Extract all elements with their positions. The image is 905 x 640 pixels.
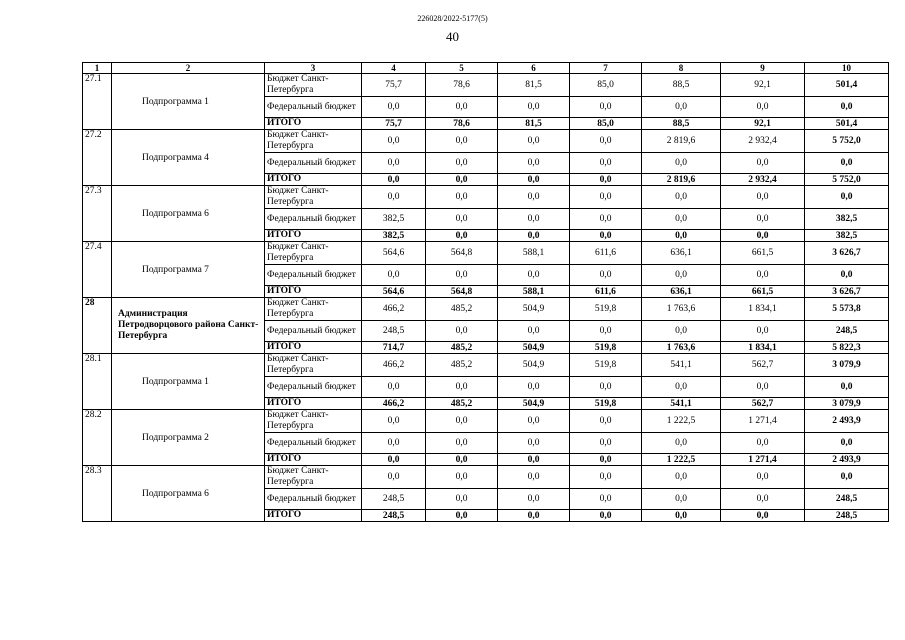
value-cell: 0,0	[642, 209, 721, 230]
value-cell: 75,7	[362, 118, 426, 130]
funding-source: Бюджет Санкт-Петербурга	[265, 242, 362, 265]
table-row	[83, 242, 889, 265]
value-cell: 0,0	[642, 186, 721, 209]
value-cell: 562,7	[721, 354, 805, 377]
program-name: Подпрограмма 6	[112, 186, 265, 242]
value-cell: 248,5	[362, 489, 426, 510]
value-cell: 562,7	[721, 398, 805, 410]
row-code: 28.3	[83, 466, 112, 522]
value-cell: 0,0	[570, 186, 642, 209]
value-cell: 5 573,8	[805, 298, 889, 321]
value-cell: 78,6	[426, 118, 498, 130]
value-cell: 78,6	[426, 74, 498, 97]
value-cell: 0,0	[642, 377, 721, 398]
value-cell: 0,0	[642, 510, 721, 522]
value-cell: 0,0	[721, 321, 805, 342]
value-cell: 0,0	[362, 97, 426, 118]
funding-source: Федеральный бюджет	[265, 489, 362, 510]
value-cell: 0,0	[362, 410, 426, 433]
row-code: 28.2	[83, 410, 112, 466]
value-cell: 81,5	[498, 118, 570, 130]
budget-table	[82, 62, 889, 522]
value-cell: 0,0	[805, 97, 889, 118]
value-cell: 588,1	[498, 242, 570, 265]
value-cell: 3 626,7	[805, 242, 889, 265]
value-cell: 0,0	[805, 377, 889, 398]
value-cell: 0,0	[498, 130, 570, 153]
value-cell: 0,0	[498, 377, 570, 398]
funding-source: Бюджет Санкт-Петербурга	[265, 130, 362, 153]
column-header-3: 3	[265, 63, 362, 74]
value-cell: 1 222,5	[642, 410, 721, 433]
value-cell: 0,0	[426, 130, 498, 153]
value-cell: 0,0	[721, 230, 805, 242]
value-cell: 485,2	[426, 354, 498, 377]
row-code: 28	[83, 298, 112, 354]
column-header-7: 7	[570, 63, 642, 74]
value-cell: 661,5	[721, 286, 805, 298]
value-cell: 382,5	[805, 209, 889, 230]
value-cell: 81,5	[498, 74, 570, 97]
value-cell: 0,0	[498, 230, 570, 242]
value-cell: 0,0	[362, 130, 426, 153]
funding-source: Федеральный бюджет	[265, 209, 362, 230]
value-cell: 1 763,6	[642, 342, 721, 354]
value-cell: 519,8	[570, 398, 642, 410]
value-cell: 0,0	[498, 466, 570, 489]
value-cell: 92,1	[721, 74, 805, 97]
value-cell: 0,0	[642, 489, 721, 510]
funding-source: Федеральный бюджет	[265, 321, 362, 342]
program-name: Подпрограмма 1	[112, 354, 265, 410]
value-cell: 0,0	[721, 209, 805, 230]
value-cell: 0,0	[362, 454, 426, 466]
value-cell: 92,1	[721, 118, 805, 130]
value-cell: 382,5	[362, 209, 426, 230]
value-cell: 0,0	[498, 433, 570, 454]
value-cell: 3 079,9	[805, 398, 889, 410]
value-cell: 0,0	[570, 230, 642, 242]
row-code: 28.1	[83, 354, 112, 410]
program-name: Подпрограмма 7	[112, 242, 265, 298]
value-cell: 501,4	[805, 118, 889, 130]
value-cell: 564,6	[362, 242, 426, 265]
value-cell: 0,0	[570, 97, 642, 118]
value-cell: 485,2	[426, 398, 498, 410]
value-cell: 1 834,1	[721, 298, 805, 321]
value-cell: 0,0	[570, 321, 642, 342]
value-cell: 2 932,4	[721, 130, 805, 153]
value-cell: 1 271,4	[721, 454, 805, 466]
column-header-6: 6	[498, 63, 570, 74]
value-cell: 0,0	[426, 321, 498, 342]
value-cell: 0,0	[570, 466, 642, 489]
value-cell: 0,0	[721, 97, 805, 118]
funding-source: Бюджет Санкт-Петербурга	[265, 298, 362, 321]
value-cell: 714,7	[362, 342, 426, 354]
value-cell: 0,0	[642, 265, 721, 286]
value-cell: 5 752,0	[805, 130, 889, 153]
value-cell: 0,0	[426, 153, 498, 174]
table-row	[83, 186, 889, 209]
value-cell: 2 819,6	[642, 174, 721, 186]
column-header-8: 8	[642, 63, 721, 74]
value-cell: 0,0	[498, 153, 570, 174]
value-cell: 0,0	[642, 153, 721, 174]
value-cell: 0,0	[362, 433, 426, 454]
column-header-10: 10	[805, 63, 889, 74]
value-cell: 0,0	[498, 186, 570, 209]
value-cell: 0,0	[498, 410, 570, 433]
value-cell: 0,0	[426, 433, 498, 454]
table-row	[83, 130, 889, 153]
value-cell: 636,1	[642, 242, 721, 265]
itogo-label: ИТОГО	[265, 118, 362, 130]
funding-source: Бюджет Санкт-Петербурга	[265, 354, 362, 377]
value-cell: 0,0	[805, 265, 889, 286]
value-cell: 0,0	[805, 433, 889, 454]
value-cell: 0,0	[498, 209, 570, 230]
value-cell: 541,1	[642, 398, 721, 410]
value-cell: 0,0	[498, 97, 570, 118]
value-cell: 501,4	[805, 74, 889, 97]
value-cell: 0,0	[642, 466, 721, 489]
page-number: 40	[446, 29, 459, 44]
value-cell: 0,0	[721, 377, 805, 398]
value-cell: 0,0	[426, 174, 498, 186]
value-cell: 248,5	[805, 489, 889, 510]
value-cell: 519,8	[570, 342, 642, 354]
value-cell: 0,0	[426, 97, 498, 118]
value-cell: 88,5	[642, 118, 721, 130]
value-cell: 382,5	[805, 230, 889, 242]
value-cell: 0,0	[498, 489, 570, 510]
value-cell: 466,2	[362, 354, 426, 377]
value-cell: 0,0	[642, 433, 721, 454]
table-row	[83, 354, 889, 377]
value-cell: 2 819,6	[642, 130, 721, 153]
value-cell: 0,0	[721, 510, 805, 522]
funding-source: Федеральный бюджет	[265, 265, 362, 286]
value-cell: 564,8	[426, 286, 498, 298]
value-cell: 0,0	[570, 153, 642, 174]
itogo-label: ИТОГО	[265, 342, 362, 354]
value-cell: 0,0	[362, 265, 426, 286]
value-cell: 661,5	[721, 242, 805, 265]
program-name: Подпрограмма 6	[112, 466, 265, 522]
row-code: 27.3	[83, 186, 112, 242]
value-cell: 0,0	[570, 265, 642, 286]
funding-source: Бюджет Санкт-Петербурга	[265, 186, 362, 209]
value-cell: 466,2	[362, 398, 426, 410]
itogo-label: ИТОГО	[265, 230, 362, 242]
itogo-label: ИТОГО	[265, 286, 362, 298]
value-cell: 1 834,1	[721, 342, 805, 354]
value-cell: 0,0	[805, 186, 889, 209]
row-code: 27.2	[83, 130, 112, 186]
value-cell: 0,0	[721, 186, 805, 209]
value-cell: 0,0	[426, 186, 498, 209]
value-cell: 0,0	[721, 489, 805, 510]
value-cell: 0,0	[498, 265, 570, 286]
value-cell: 0,0	[426, 489, 498, 510]
program-name: Подпрограмма 4	[112, 130, 265, 186]
value-cell: 1 271,4	[721, 410, 805, 433]
value-cell: 611,6	[570, 242, 642, 265]
value-cell: 0,0	[570, 489, 642, 510]
program-name: Подпрограмма 2	[112, 410, 265, 466]
funding-source: Бюджет Санкт-Петербурга	[265, 466, 362, 489]
column-header-5: 5	[426, 63, 498, 74]
value-cell: 0,0	[426, 209, 498, 230]
program-name: Администрация Петродворцового района Санкт-Петербурга	[112, 298, 265, 354]
value-cell: 0,0	[498, 321, 570, 342]
column-header-2: 2	[112, 63, 265, 74]
value-cell: 504,9	[498, 342, 570, 354]
itogo-label: ИТОГО	[265, 174, 362, 186]
value-cell: 564,6	[362, 286, 426, 298]
value-cell: 0,0	[426, 377, 498, 398]
value-cell: 0,0	[721, 466, 805, 489]
value-cell: 248,5	[805, 321, 889, 342]
value-cell: 504,9	[498, 298, 570, 321]
value-cell: 1 763,6	[642, 298, 721, 321]
value-cell: 0,0	[498, 174, 570, 186]
funding-source: Федеральный бюджет	[265, 153, 362, 174]
value-cell: 75,7	[362, 74, 426, 97]
value-cell: 0,0	[426, 410, 498, 433]
value-cell: 85,0	[570, 74, 642, 97]
value-cell: 88,5	[642, 74, 721, 97]
value-cell: 248,5	[805, 510, 889, 522]
value-cell: 485,2	[426, 298, 498, 321]
document-number: 226028/2022-5177(5)	[417, 14, 488, 23]
value-cell: 0,0	[721, 433, 805, 454]
table-row	[83, 298, 889, 321]
value-cell: 5 752,0	[805, 174, 889, 186]
value-cell: 0,0	[642, 230, 721, 242]
value-cell: 0,0	[570, 454, 642, 466]
column-header-9: 9	[721, 63, 805, 74]
value-cell: 0,0	[570, 174, 642, 186]
funding-source: Федеральный бюджет	[265, 433, 362, 454]
value-cell: 0,0	[721, 265, 805, 286]
value-cell: 2 932,4	[721, 174, 805, 186]
value-cell: 1 222,5	[642, 454, 721, 466]
value-cell: 0,0	[570, 510, 642, 522]
value-cell: 0,0	[570, 209, 642, 230]
table-row	[83, 74, 889, 97]
funding-source: Бюджет Санкт-Петербурга	[265, 74, 362, 97]
row-code: 27.1	[83, 74, 112, 130]
value-cell: 0,0	[570, 410, 642, 433]
value-cell: 519,8	[570, 298, 642, 321]
value-cell: 0,0	[721, 153, 805, 174]
row-code: 27.4	[83, 242, 112, 298]
value-cell: 504,9	[498, 354, 570, 377]
value-cell: 541,1	[642, 354, 721, 377]
value-cell: 382,5	[362, 230, 426, 242]
column-header-4: 4	[362, 63, 426, 74]
value-cell: 611,6	[570, 286, 642, 298]
value-cell: 2 493,9	[805, 410, 889, 433]
value-cell: 636,1	[642, 286, 721, 298]
table-row	[83, 466, 889, 489]
value-cell: 0,0	[642, 97, 721, 118]
value-cell: 0,0	[362, 153, 426, 174]
value-cell: 0,0	[426, 265, 498, 286]
table-row	[83, 410, 889, 433]
value-cell: 0,0	[805, 153, 889, 174]
value-cell: 248,5	[362, 510, 426, 522]
value-cell: 2 493,9	[805, 454, 889, 466]
funding-source: Бюджет Санкт-Петербурга	[265, 410, 362, 433]
value-cell: 0,0	[498, 454, 570, 466]
value-cell: 248,5	[362, 321, 426, 342]
value-cell: 85,0	[570, 118, 642, 130]
column-header-1: 1	[83, 63, 112, 74]
value-cell: 0,0	[570, 377, 642, 398]
value-cell: 504,9	[498, 398, 570, 410]
value-cell: 3 626,7	[805, 286, 889, 298]
program-name: Подпрограмма 1	[112, 74, 265, 130]
value-cell: 485,2	[426, 342, 498, 354]
value-cell: 0,0	[362, 377, 426, 398]
value-cell: 588,1	[498, 286, 570, 298]
value-cell: 0,0	[570, 433, 642, 454]
value-cell: 519,8	[570, 354, 642, 377]
value-cell: 564,8	[426, 242, 498, 265]
value-cell: 0,0	[362, 186, 426, 209]
header-row	[83, 63, 889, 74]
value-cell: 3 079,9	[805, 354, 889, 377]
value-cell: 0,0	[642, 321, 721, 342]
value-cell: 0,0	[426, 510, 498, 522]
value-cell: 5 822,3	[805, 342, 889, 354]
itogo-label: ИТОГО	[265, 510, 362, 522]
value-cell: 0,0	[426, 230, 498, 242]
value-cell: 0,0	[805, 466, 889, 489]
value-cell: 0,0	[362, 466, 426, 489]
funding-source: Федеральный бюджет	[265, 97, 362, 118]
value-cell: 466,2	[362, 298, 426, 321]
funding-source: Федеральный бюджет	[265, 377, 362, 398]
value-cell: 0,0	[362, 174, 426, 186]
itogo-label: ИТОГО	[265, 398, 362, 410]
value-cell: 0,0	[426, 454, 498, 466]
itogo-label: ИТОГО	[265, 454, 362, 466]
value-cell: 0,0	[498, 510, 570, 522]
value-cell: 0,0	[570, 130, 642, 153]
value-cell: 0,0	[426, 466, 498, 489]
